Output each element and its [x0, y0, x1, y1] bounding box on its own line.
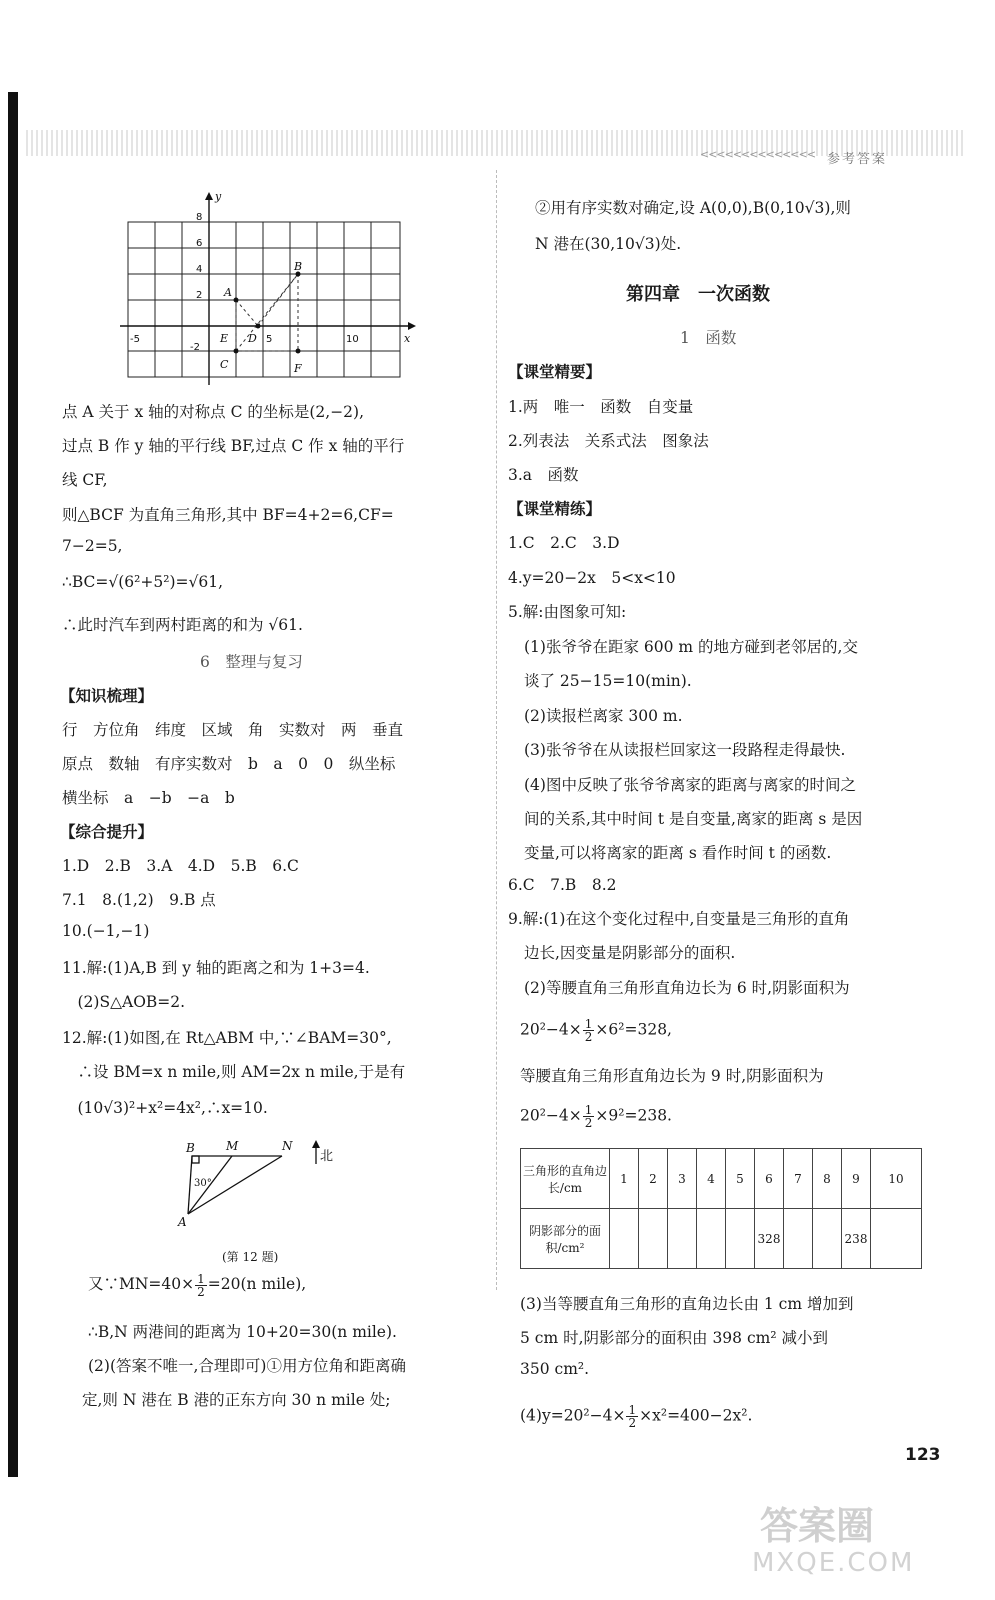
header-band [26, 130, 966, 156]
jinglian-1: 1.C 2.C 3.D [508, 534, 620, 552]
point-a [234, 298, 239, 303]
table-head-area: 阴影部分的面积/cm² [521, 1209, 610, 1269]
fraction-half-2-den: 2 [584, 1030, 593, 1044]
after-line-1a: 又∵MN=40× [88, 1275, 195, 1293]
bottom-1: (3)当等腰直角三角形的直角边长由 1 cm 增加到 [520, 1295, 854, 1313]
fig12-n: N [282, 1139, 293, 1153]
jinglian-15a: 20²−4× [520, 1020, 582, 1039]
left-line-7: ∴此时汽车到两村距离的和为 √61. [62, 616, 303, 634]
table-cell [813, 1209, 842, 1269]
column-divider [496, 170, 497, 1290]
left-line-3: 线 CF, [62, 471, 108, 489]
label-e: E [220, 332, 229, 345]
table-cell: 9 [842, 1149, 871, 1209]
bottom-4 [520, 1404, 752, 1429]
label-zhishi: 【知识梳理】 [60, 686, 154, 705]
jinglian-11: 6.C 7.B 8.2 [508, 876, 617, 894]
table-cell [668, 1209, 697, 1269]
fraction-half-1-den: 2 [197, 1284, 205, 1299]
ytick-8: 8 [196, 212, 203, 223]
header-label: 参考答案 [826, 152, 887, 167]
left-line-4: 则△BCF 为直角三角形,其中 BF=4+2=6,CF= [62, 506, 394, 524]
chapter-title: 第四章 一次函数 [626, 284, 770, 305]
watermark-logo: 答案圈 [760, 1504, 875, 1548]
ytick-4: 4 [196, 264, 203, 275]
jinglian-14: (2)等腰直角三角形直角边长为 6 时,阴影面积为 [524, 979, 850, 997]
table-row [521, 1209, 922, 1269]
xtick-5: 5 [266, 334, 273, 345]
ytick-6: 6 [196, 238, 203, 249]
jinglian-4: (1)张爷爷在距家 600 m 的地方碰到老邻居的,交 [524, 638, 858, 656]
fraction-half-4-den: 2 [628, 1416, 637, 1430]
table-cell: 238 [842, 1209, 871, 1269]
jinglian-3: 5.解:由图象可知: [508, 603, 627, 621]
ytick-neg2: -2 [190, 342, 200, 353]
jinglian-17a: 20²−4× [520, 1106, 582, 1125]
fraction-half-2 [583, 1018, 595, 1043]
table-cell: 328 [755, 1209, 784, 1269]
table-cell [871, 1209, 922, 1269]
fraction-half-1 [195, 1273, 207, 1298]
left-line-2: 过点 B 作 y 轴的平行线 BF,过点 C 作 x 轴的平行 [62, 437, 405, 455]
zhishi-line-1: 行 方位角 纬度 区域 角 实数对 两 垂直 [62, 721, 404, 739]
table-cell [726, 1209, 755, 1269]
label-a: A [224, 286, 232, 299]
jinglian-10: 变量,可以将离家的距离 s 看作时间 t 的函数. [524, 844, 832, 862]
book-spine-shadow [8, 92, 18, 1477]
jingyao-1: 1.两 唯一 函数 自变量 [508, 398, 694, 416]
label-zonghe: 【综合提升】 [60, 822, 154, 841]
jinglian-7: (3)张爷爷在从读报栏回家这一段路程走得最快. [524, 741, 846, 759]
table-row [521, 1149, 922, 1209]
fig12-caption: (第 12 题) [222, 1250, 279, 1264]
xtick-neg5: -5 [130, 334, 140, 345]
table-head-edge: 三角形的直角边长/cm [521, 1149, 610, 1209]
jinglian-2: 4.y=20−2x 5<x<10 [508, 569, 676, 587]
table-cell: 8 [813, 1149, 842, 1209]
label-jinglian: 【课堂精练】 [508, 499, 602, 518]
table-cell [697, 1209, 726, 1269]
zhishi-line-3: 横坐标 a −b −a b [62, 789, 235, 807]
fraction-half-3-den: 2 [584, 1116, 593, 1130]
left-line-6: ∴BC=√(6²+5²)=√61, [62, 573, 224, 591]
label-jingyao: 【课堂精要】 [508, 362, 602, 381]
point-c [234, 349, 239, 354]
label-d: D [248, 332, 257, 345]
label-b: B [294, 260, 303, 273]
zonghe-line-5: (2)S△AOB=2. [62, 993, 186, 1011]
table-cell: 7 [784, 1149, 813, 1209]
zonghe-line-4: 11.解:(1)A,B 到 y 轴的距离之和为 1+3=4. [62, 959, 370, 977]
fig12-m: M [226, 1139, 239, 1153]
fig12-a: A [178, 1215, 187, 1228]
fraction-half-3 [583, 1104, 595, 1129]
bottom-2: 5 cm 时,阴影部分的面积由 398 cm² 减小到 [520, 1329, 828, 1347]
table-cell: 5 [726, 1149, 755, 1209]
point-d [256, 324, 261, 329]
fraction-half-4 [626, 1404, 638, 1429]
label-f: F [294, 362, 302, 375]
table-cell: 3 [668, 1149, 697, 1209]
after-line-2: ∴B,N 两港间的距离为 10+20=30(n mile). [88, 1323, 397, 1341]
point-f [296, 349, 301, 354]
table-cell: 10 [871, 1149, 922, 1209]
zonghe-line-3: 10.(−1,−1) [62, 922, 150, 940]
bottom-4a: (4)y=20²−4× [520, 1406, 626, 1425]
x-axis-label: x [404, 332, 411, 345]
page-number: 123 [905, 1445, 941, 1465]
right-top-2: N 港在(30,10√3)处. [535, 235, 682, 253]
zonghe-line-2: 7.1 8.(1,2) 9.B 点 [62, 891, 216, 909]
zhishi-line-2: 原点 数轴 有序实数对 b a 0 0 纵坐标 [62, 755, 396, 773]
right-top-1: ②用有序实数对确定,设 A(0,0),B(0,10√3),则 [535, 199, 851, 217]
bottom-4b: ×x²=400−2x². [639, 1406, 753, 1425]
jinglian-17b: ×9²=238. [595, 1106, 672, 1125]
zonghe-line-7: ∴设 BM=x n mile,则 AM=2x n mile,于是有 [62, 1063, 406, 1081]
y-axis-label: y [215, 190, 222, 203]
jingyao-3: 3.a 函数 [508, 466, 579, 484]
jinglian-15 [520, 1018, 672, 1043]
fraction-half-2-num: 1 [584, 1017, 593, 1031]
table-cell [639, 1209, 668, 1269]
jinglian-6: (2)读报栏离家 300 m. [524, 707, 683, 725]
zonghe-line-1: 1.D 2.B 3.A 4.D 5.B 6.C [62, 857, 299, 875]
fraction-half-4-num: 1 [628, 1403, 637, 1417]
bottom-3: 350 cm². [520, 1360, 590, 1378]
jinglian-9: 间的关系,其中时间 t 是自变量,离家的距离 s 是因 [524, 810, 863, 828]
jinglian-8: (4)图中反映了张爷爷离家的距离与离家的时间之 [524, 776, 856, 794]
figure-12 [170, 1136, 340, 1228]
data-table [520, 1148, 922, 1269]
table-cell: 4 [697, 1149, 726, 1209]
fig12-north: 北 [320, 1149, 334, 1164]
label-c: C [220, 358, 229, 371]
after-line-1 [88, 1272, 306, 1298]
fig12-b: B [186, 1141, 195, 1155]
jinglian-17 [520, 1104, 672, 1129]
xtick-10: 10 [346, 334, 359, 345]
zonghe-line-6: 12.解:(1)如图,在 Rt△ABM 中,∵∠BAM=30°, [62, 1029, 392, 1047]
fraction-half-3-num: 1 [584, 1103, 593, 1117]
jinglian-16: 等腰直角三角形直角边长为 9 时,阴影面积为 [520, 1067, 824, 1085]
after-line-1b: =20(n mile), [207, 1275, 307, 1293]
table-cell: 2 [639, 1149, 668, 1209]
table-cell [784, 1209, 813, 1269]
watermark-url: MXQE.COM [752, 1548, 915, 1578]
table-cell: 6 [755, 1149, 784, 1209]
fraction-half-1-num: 1 [197, 1271, 205, 1286]
jinglian-5: 谈了 25−15=10(min). [524, 672, 692, 690]
header-chevrons: <<<<<<<<<<<<<< [700, 148, 816, 161]
jinglian-12: 9.解:(1)在这个变化过程中,自变量是三角形的直角 [508, 910, 850, 928]
coordinate-graph [100, 190, 420, 385]
jinglian-13: 边长,因变量是阴影部分的面积. [524, 944, 736, 962]
ytick-2: 2 [196, 290, 203, 301]
fig12-angle: 30° [194, 1178, 212, 1189]
section-title-function: 1 函数 [680, 329, 737, 347]
zonghe-line-8: (10√3)²+x²=4x²,∴x=10. [62, 1099, 268, 1117]
table-cell [610, 1209, 639, 1269]
table-cell: 1 [610, 1149, 639, 1209]
after-line-3: (2)(答案不唯一,合理即可)①用方位角和距离确 [88, 1357, 406, 1375]
section-title-review: 6 整理与复习 [200, 653, 303, 671]
jingyao-2: 2.列表法 关系式法 图象法 [508, 432, 709, 450]
jinglian-15b: ×6²=328, [595, 1020, 672, 1039]
left-line-5: 7−2=5, [62, 537, 123, 555]
after-line-4: 定,则 N 港在 B 港的正东方向 30 n mile 处; [82, 1391, 391, 1409]
left-line-1: 点 A 关于 x 轴的对称点 C 的坐标是(2,−2), [62, 403, 365, 421]
